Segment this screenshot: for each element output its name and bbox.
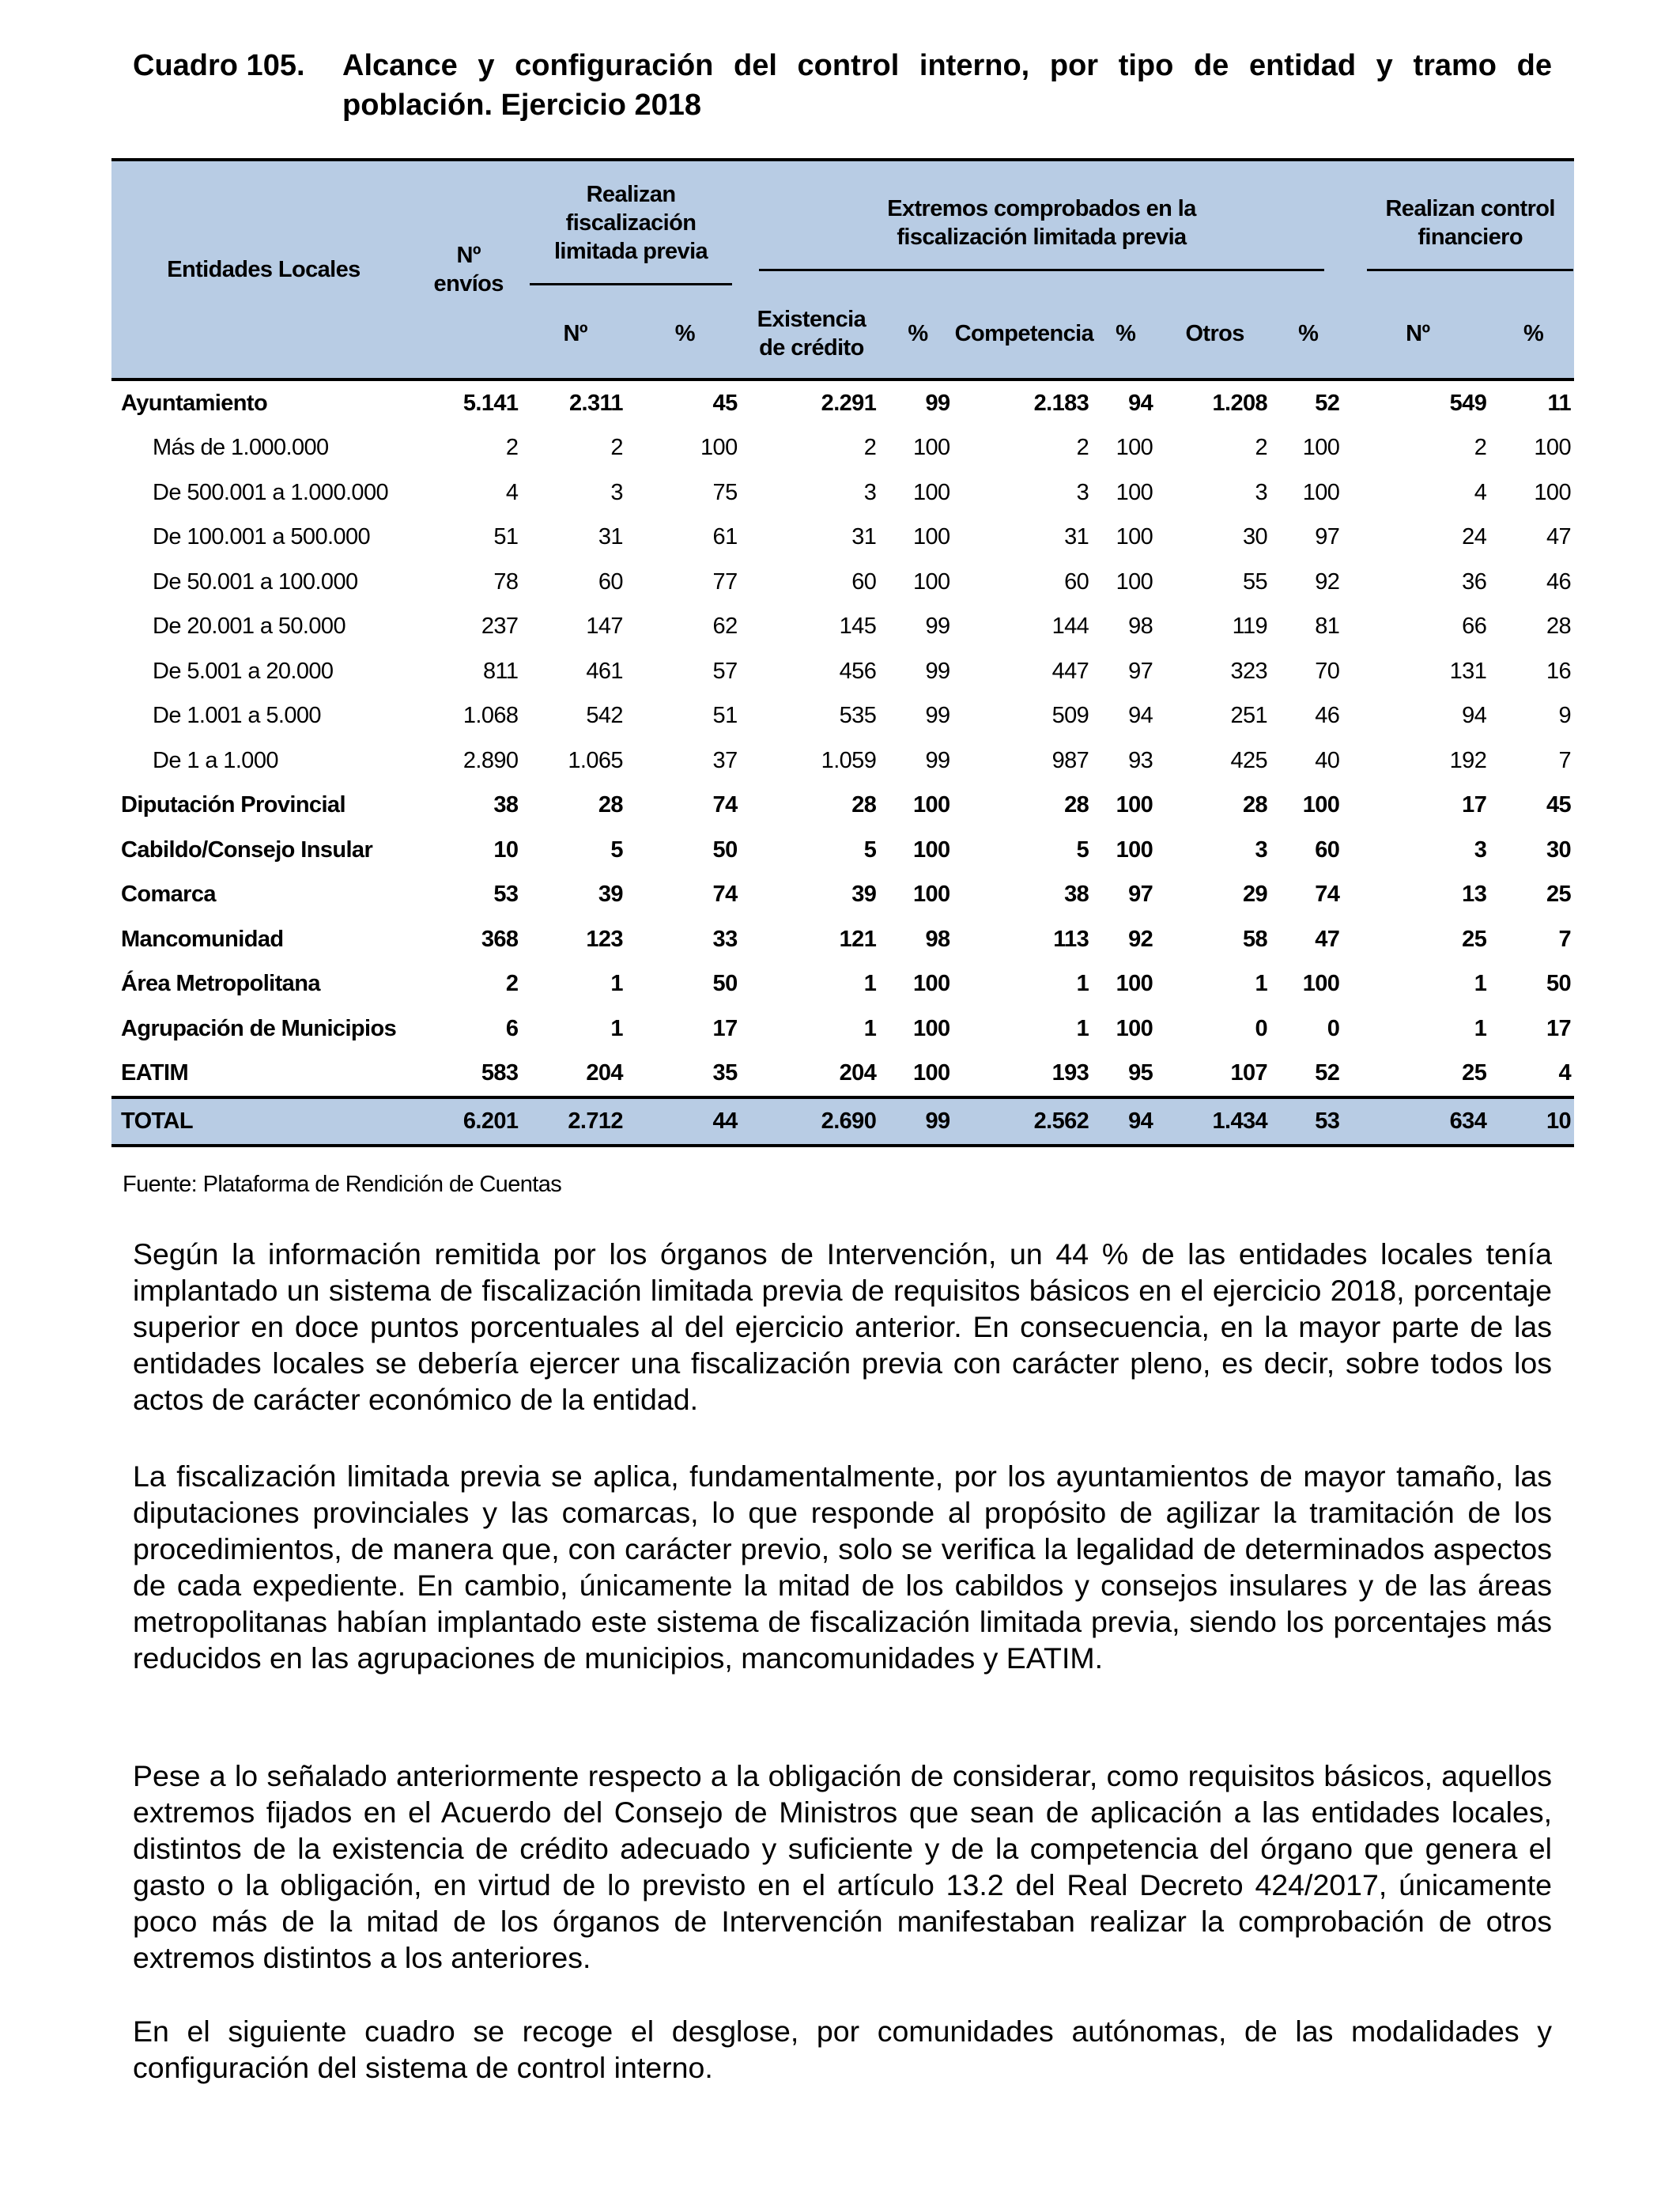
caption-text: Alcance y configuración del control interno, por tipo de entidad y tramo de población. Ejercicio 2018	[342, 49, 1552, 122]
cell-value: 11	[1547, 390, 1571, 416]
cell-value: 9	[1558, 703, 1571, 729]
cell-value: 94	[1095, 1097, 1156, 1146]
cell-value: 987	[1051, 747, 1089, 773]
cell-value: 50	[712, 971, 738, 997]
cell-value: 535	[839, 703, 877, 729]
row-label: EATIM	[121, 1060, 189, 1086]
cell-value: 1	[610, 971, 623, 997]
cell-value: 4	[1558, 1060, 1571, 1086]
header-control-financiero-label: Realizan control financiero	[1367, 180, 1573, 271]
cell-value: 99	[925, 658, 950, 684]
row-label: Comarca	[121, 882, 216, 908]
table-row	[111, 560, 1574, 605]
cell-value: 192	[1449, 747, 1487, 773]
cell-value: 50	[712, 836, 738, 863]
cell-value: 95	[1128, 1060, 1153, 1086]
cell-value: 100	[1302, 971, 1340, 997]
header-otros: Otros	[1156, 289, 1274, 380]
cell-value: 1	[863, 971, 877, 997]
cell-value: 4	[1474, 479, 1487, 505]
table-row	[111, 917, 1574, 962]
cell-value: 25	[1462, 926, 1487, 952]
paragraph-2: La fiscalización limitada previa se aplica, fundamentalmente, por los ayuntamientos de mayor tamaño, las diputaciones provinciales y las comarcas, lo que responde al propósito de agilizar la tramitación de los procedimientos, de manera que, con carácter previo, solo se verifica la legalidad de determinados aspectos de cada expediente. En cambio, únicamente la mitad de los cabildos y consejos insulares y de las áreas metropolitanas habían implantado este sistema de fiscalización limitada previa, siendo los porcentajes más reducidos en las agrupaciones de municipios, mancomunidades y EATIM.	[133, 1460, 1552, 1675]
cell-value: 634	[1342, 1097, 1493, 1146]
table-row	[111, 694, 1574, 739]
cell-value: 368	[481, 926, 519, 952]
cell-value: 107	[1230, 1060, 1268, 1086]
cell-value: 16	[1546, 658, 1571, 684]
header-realizan-n: Nº	[521, 289, 629, 380]
cell-value: 100	[912, 435, 950, 461]
cell-value: 5	[863, 836, 877, 863]
table-caption	[133, 46, 1552, 125]
cell-value: 55	[1242, 568, 1268, 595]
cell-value: 98	[1128, 614, 1153, 640]
cell-value: 0	[1327, 1015, 1340, 1041]
cell-value: 77	[712, 568, 738, 595]
cell-value: 99	[882, 1097, 953, 1146]
table-row	[111, 784, 1574, 829]
cell-value: 94	[1128, 703, 1153, 729]
table-row	[111, 470, 1574, 515]
cell-value: 2	[863, 435, 877, 461]
cell-value: 74	[1315, 882, 1340, 908]
cell-value: 147	[586, 614, 623, 640]
cell-value: 31	[1064, 524, 1089, 550]
cell-value: 100	[1302, 479, 1340, 505]
cell-value: 100	[912, 792, 950, 818]
cell-value: 53	[1274, 1097, 1342, 1146]
cell-value: 2	[1474, 435, 1487, 461]
table-row	[111, 1052, 1574, 1098]
cell-value: 121	[839, 926, 877, 952]
cell-value: 93	[1128, 747, 1153, 773]
caption-number: Cuadro 105.	[133, 49, 305, 82]
header-realizan-pct: %	[629, 289, 741, 380]
cell-value: 2	[1255, 435, 1268, 461]
cell-value: 1.208	[1212, 390, 1268, 416]
cell-value: 6	[505, 1015, 519, 1041]
cell-value: 99	[925, 390, 950, 416]
cell-value: 99	[925, 614, 950, 640]
table-header	[111, 160, 1574, 380]
table-row	[111, 962, 1574, 1007]
cell-value: 2.890	[462, 747, 519, 773]
cell-value: 100	[912, 1060, 950, 1086]
cell-value: 60	[1315, 836, 1340, 863]
header-financiero-n: Nº	[1342, 289, 1493, 380]
header-realizan-fiscalizacion	[521, 160, 740, 289]
cell-value: 3	[863, 479, 877, 505]
header-realizan-fiscalizacion-label: Realizan fiscalización limitada previa	[530, 166, 731, 285]
cell-value: 78	[493, 568, 519, 595]
table-row	[111, 873, 1574, 918]
cell-value: 52	[1315, 390, 1340, 416]
cell-value: 38	[493, 792, 519, 818]
cell-value: 51	[493, 524, 519, 550]
cell-value: 47	[1546, 524, 1571, 550]
row-label: TOTAL	[111, 1097, 416, 1146]
cell-value: 24	[1462, 524, 1487, 550]
data-table	[111, 158, 1574, 1147]
row-label: De 50.001 a 100.000	[153, 568, 358, 595]
cell-value: 100	[1116, 568, 1153, 595]
cell-value: 2.311	[568, 390, 623, 416]
cell-value: 25	[1462, 1060, 1487, 1086]
header-envios-label: Nº envíos	[433, 243, 504, 296]
cell-value: 36	[1462, 568, 1487, 595]
cell-value: 100	[912, 479, 950, 505]
cell-value: 46	[1315, 703, 1340, 729]
cell-value: 94	[1462, 703, 1487, 729]
cell-value: 100	[912, 971, 950, 997]
source-note: Fuente: Plataforma de Rendición de Cuentas	[123, 1172, 562, 1197]
cell-value: 811	[482, 658, 519, 684]
row-label: Agrupación de Municipios	[121, 1015, 397, 1041]
cell-value: 2	[1076, 435, 1089, 461]
cell-value: 39	[851, 882, 877, 908]
cell-value: 1.065	[568, 747, 623, 773]
cell-value: 94	[1128, 390, 1153, 416]
cell-value: 97	[1128, 658, 1153, 684]
cell-value: 60	[1064, 568, 1089, 595]
cell-value: 100	[1116, 792, 1153, 818]
cell-value: 123	[586, 926, 623, 952]
cell-value: 100	[912, 882, 950, 908]
cell-value: 7	[1558, 926, 1571, 952]
cell-value: 62	[712, 614, 738, 640]
cell-value: 31	[851, 524, 877, 550]
cell-value: 1.059	[821, 747, 877, 773]
cell-value: 100	[1534, 479, 1571, 505]
cell-value: 2	[505, 971, 519, 997]
cell-value: 28	[598, 792, 623, 818]
cell-value: 456	[839, 658, 877, 684]
cell-value: 3	[1474, 836, 1487, 863]
cell-value: 51	[712, 703, 738, 729]
cell-value: 81	[1315, 614, 1340, 640]
cell-value: 100	[1116, 971, 1153, 997]
cell-value: 25	[1546, 882, 1571, 908]
cell-value: 237	[481, 614, 519, 640]
cell-value: 1	[1474, 1015, 1487, 1041]
header-existencia-credito	[741, 289, 883, 380]
row-label: Área Metropolitana	[121, 971, 320, 997]
paragraph-1: Según la información remitida por los órganos de Intervención, un 44 % de las entidades locales tenía implantado un sistema de fiscalización limitada previa de requisitos básicos en el ejercicio 2018, porcentaje superior en doce puntos porcentuales al del ejercicio anterior. En consecuencia, en la mayor parte de las entidades locales se debería ejercer una fiscalización previa con carácter pleno, es decir, sobre todos los actos de carácter económico de la entidad.	[133, 1237, 1552, 1416]
header-otros-pct: %	[1274, 289, 1342, 380]
cell-value: 2	[505, 435, 519, 461]
header-financiero-pct: %	[1493, 289, 1574, 380]
cell-value: 3	[1255, 479, 1268, 505]
cell-value: 45	[1546, 792, 1571, 818]
header-extremos	[741, 160, 1343, 289]
paragraph-3: Pese a lo señalado anteriormente respecto a la obligación de considerar, como requisitos básicos, aquellos extremos fijados en el Acuerdo del Consejo de Ministros que sean de aplicación a las entidades locales, distintos de la existencia de crédito adecuado y suficiente y de la competencia del órgano que genera el gasto o la obligación, en virtud de lo previsto en el artículo 13.2 del Real Decreto 424/2017, únicamente poco más de la mitad de los órganos de Intervención manifestaban realizar la comprobación de otros extremos distintos a los anteriores.	[133, 1759, 1552, 1974]
cell-value: 28	[1064, 792, 1089, 818]
cell-value: 509	[1051, 703, 1089, 729]
table-row	[111, 738, 1574, 784]
header-competencia-pct: %	[1095, 289, 1156, 380]
cell-value: 31	[598, 524, 623, 550]
cell-value: 461	[586, 658, 623, 684]
cell-value: 92	[1128, 926, 1153, 952]
cell-value: 60	[598, 568, 623, 595]
header-control-financiero	[1342, 160, 1574, 289]
cell-value: 66	[1462, 614, 1487, 640]
row-label: De 500.001 a 1.000.000	[153, 479, 389, 505]
cell-value: 10	[493, 836, 519, 863]
header-envios	[416, 160, 521, 380]
cell-value: 37	[712, 747, 738, 773]
cell-value: 58	[1242, 926, 1268, 952]
cell-value: 145	[839, 614, 877, 640]
cell-value: 52	[1315, 1060, 1340, 1086]
row-label: De 100.001 a 500.000	[153, 524, 371, 550]
cell-value: 13	[1462, 882, 1487, 908]
cell-value: 97	[1128, 882, 1153, 908]
cell-value: 17	[712, 1015, 738, 1041]
cell-value: 204	[839, 1060, 877, 1086]
cell-value: 45	[712, 390, 738, 416]
row-label: De 5.001 a 20.000	[153, 658, 334, 684]
cell-value: 53	[493, 882, 519, 908]
cell-value: 39	[598, 882, 623, 908]
cell-value: 1	[1076, 971, 1089, 997]
cell-value: 2.291	[821, 390, 877, 416]
cell-value: 3	[1255, 836, 1268, 863]
cell-value: 100	[1116, 836, 1153, 863]
cell-value: 4	[505, 479, 519, 505]
cell-value: 100	[1534, 435, 1571, 461]
row-label: Mancomunidad	[121, 926, 284, 952]
cell-value: 6.201	[416, 1097, 521, 1146]
cell-value: 50	[1546, 971, 1571, 997]
header-extremos-label: Extremos comprobados en la fiscalización limitada previa	[759, 180, 1325, 271]
total-row	[111, 1097, 1574, 1146]
cell-value: 17	[1462, 792, 1487, 818]
cell-value: 2	[610, 435, 623, 461]
cell-value: 10	[1493, 1097, 1574, 1146]
cell-value: 131	[1449, 658, 1487, 684]
row-label: De 1 a 1.000	[153, 747, 278, 773]
cell-value: 7	[1558, 747, 1571, 773]
cell-value: 97	[1315, 524, 1340, 550]
cell-value: 61	[712, 524, 738, 550]
cell-value: 75	[712, 479, 738, 505]
cell-value: 5	[1076, 836, 1089, 863]
cell-value: 5	[610, 836, 623, 863]
cell-value: 100	[912, 1015, 950, 1041]
cell-value: 74	[712, 792, 738, 818]
cell-value: 2.562	[953, 1097, 1096, 1146]
cell-value: 57	[712, 658, 738, 684]
cell-value: 1.434	[1156, 1097, 1274, 1146]
cell-value: 28	[1242, 792, 1268, 818]
cell-value: 44	[629, 1097, 741, 1146]
cell-value: 38	[1064, 882, 1089, 908]
header-competencia: Competencia	[953, 289, 1096, 380]
cell-value: 542	[586, 703, 623, 729]
table-row	[111, 828, 1574, 873]
cell-value: 323	[1230, 658, 1268, 684]
cell-value: 5.141	[462, 390, 519, 416]
cell-value: 425	[1230, 747, 1268, 773]
cell-value: 28	[851, 792, 877, 818]
header-existencia-credito-label: Existencia de crédito	[757, 307, 866, 361]
cell-value: 30	[1546, 836, 1571, 863]
row-label: Más de 1.000.000	[153, 435, 329, 461]
cell-value: 99	[925, 703, 950, 729]
cell-value: 193	[1051, 1060, 1089, 1086]
cell-value: 29	[1242, 882, 1268, 908]
cell-value: 74	[712, 882, 738, 908]
cell-value: 1	[610, 1015, 623, 1041]
cell-value: 1	[1076, 1015, 1089, 1041]
cell-value: 204	[586, 1060, 623, 1086]
cell-value: 100	[700, 435, 738, 461]
cell-value: 2.183	[1033, 390, 1089, 416]
cell-value: 2.712	[521, 1097, 629, 1146]
cell-value: 33	[712, 926, 738, 952]
cell-value: 0	[1255, 1015, 1268, 1041]
row-label: De 20.001 a 50.000	[153, 614, 345, 640]
cell-value: 40	[1315, 747, 1340, 773]
cell-value: 1.068	[462, 703, 519, 729]
row-label: Diputación Provincial	[121, 792, 345, 818]
cell-value: 144	[1051, 614, 1089, 640]
cell-value: 100	[1302, 792, 1340, 818]
table-row	[111, 515, 1574, 561]
paragraph-4: En el siguiente cuadro se recoge el desglose, por comunidades autónomas, de las modalidades y configuración del sistema de control interno.	[133, 2015, 1552, 2084]
cell-value: 100	[912, 836, 950, 863]
cell-value: 47	[1315, 926, 1340, 952]
cell-value: 3	[1076, 479, 1089, 505]
row-label: De 1.001 a 5.000	[153, 703, 321, 729]
cell-value: 92	[1315, 568, 1340, 595]
cell-value: 100	[1116, 435, 1153, 461]
cell-value: 113	[1053, 926, 1089, 952]
header-entidades: Entidades Locales	[111, 160, 416, 380]
table-row	[111, 649, 1574, 694]
cell-value: 583	[481, 1060, 519, 1086]
cell-value: 100	[1116, 479, 1153, 505]
table-row	[111, 1006, 1574, 1052]
table-body	[111, 380, 1574, 1146]
cell-value: 100	[1116, 1015, 1153, 1041]
cell-value: 98	[925, 926, 950, 952]
cell-value: 1	[1474, 971, 1487, 997]
cell-value: 100	[912, 568, 950, 595]
cell-value: 2.690	[741, 1097, 883, 1146]
cell-value: 3	[610, 479, 623, 505]
cell-value: 30	[1242, 524, 1268, 550]
header-existencia-pct: %	[882, 289, 953, 380]
cell-value: 100	[1116, 524, 1153, 550]
cell-value: 17	[1546, 1015, 1571, 1041]
cell-value: 549	[1449, 390, 1487, 416]
cell-value: 251	[1230, 703, 1268, 729]
cell-value: 1	[863, 1015, 877, 1041]
cell-value: 99	[925, 747, 950, 773]
cell-value: 1	[1255, 971, 1268, 997]
cell-value: 100	[912, 524, 950, 550]
cell-value: 447	[1051, 658, 1089, 684]
row-label: Ayuntamiento	[121, 390, 268, 416]
cell-value: 60	[851, 568, 877, 595]
cell-value: 28	[1546, 614, 1571, 640]
row-label: Cabildo/Consejo Insular	[121, 836, 373, 863]
cell-value: 70	[1315, 658, 1340, 684]
cell-value: 46	[1546, 568, 1571, 595]
table-row	[111, 605, 1574, 650]
cell-value: 100	[1302, 435, 1340, 461]
table-row	[111, 426, 1574, 471]
table-row	[111, 380, 1574, 426]
cell-value: 35	[712, 1060, 738, 1086]
cell-value: 119	[1232, 614, 1268, 640]
